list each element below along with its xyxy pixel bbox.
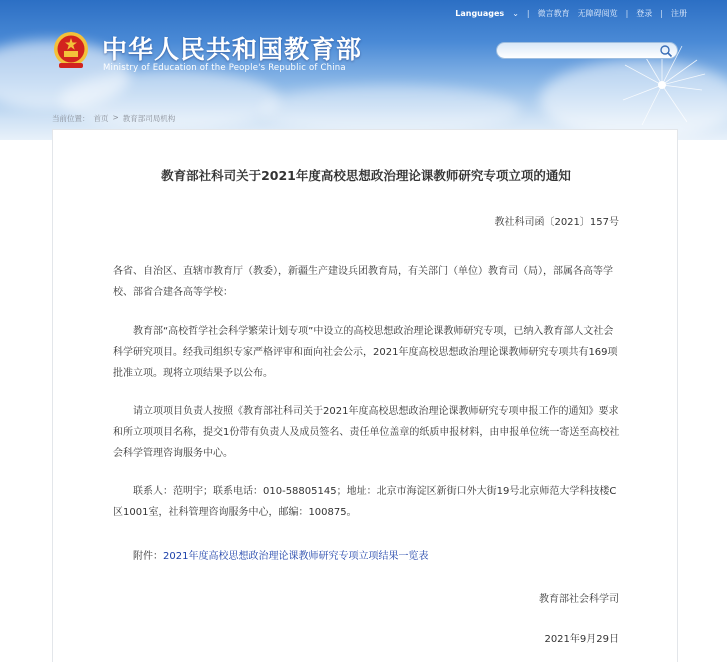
article-paragraph: 教育部“高校哲学社会科学繁荣计划专项”中设立的高校思想政治理论课教师研究专项，已纳入教育部人文社会科学研究项目。经我司组织专家严格评审和面向社会公示，2021年度高校思想政治理论课教师研究专项共有169项批准立项。现将立项结果予以公布。 <box>113 326 618 379</box>
nav-link-login[interactable]: 登录 <box>636 9 653 18</box>
divider: | <box>625 9 629 18</box>
article-title: 教育部社科司关于2021年度高校思想政治理论课教师研究专项立项的通知 <box>161 168 571 183</box>
breadcrumb-home[interactable]: 首页 <box>93 114 109 123</box>
article-paragraph: 联系人：范明宇；联系电话：010-58805145；地址：北京市海淀区新街口外大街19号北京师范大学科技楼C区1001室，社科管理咨询服务中心，邮编：100875。 <box>113 486 617 518</box>
attachment-link[interactable]: 2021年度高校思想政治理论课教师研究专项立项结果一览表 <box>163 551 429 562</box>
article-paragraph: 请立项项目负责人按照《教育部社科司关于2021年度高校思想政治理论课教师研究专项申报工作的通知》要求和所立项项目名称，提交1份带有负责人及成员签名、责任单位盖章的纸质申报材料，由申报单位统一寄送至高校社会科学管理咨询服务中心。 <box>113 406 620 459</box>
site-subtitle: Ministry of Education of the People's Republic of China <box>103 63 346 73</box>
issue-date: 2021年9月29日 <box>544 634 619 645</box>
national-emblem-icon[interactable] <box>52 30 90 70</box>
attachment-line <box>133 547 428 562</box>
breadcrumb <box>52 113 175 124</box>
divider: | <box>660 9 663 18</box>
top-navigation <box>455 8 687 19</box>
article-container <box>52 129 678 662</box>
site-title[interactable]: 中华人民共和国教育部 <box>102 35 363 64</box>
search-input[interactable] <box>496 42 678 59</box>
nav-link-accessibility[interactable]: 无障碍阅览 <box>577 9 618 18</box>
search-icon[interactable] <box>659 44 673 58</box>
attachment-label: 附件： <box>133 551 163 562</box>
breadcrumb-label: 当前位置： <box>52 114 90 123</box>
document-number: 教社科司函〔2021〕157号 <box>494 217 619 228</box>
breadcrumb-current[interactable]: 教育部司局机构 <box>122 114 176 123</box>
divider: | <box>526 9 530 18</box>
languages-menu[interactable]: Languages <box>455 9 505 18</box>
nav-link-register[interactable]: 注册 <box>671 9 687 18</box>
cloud-decoration <box>260 85 520 135</box>
chevron-down-icon: ⌄ <box>512 9 519 18</box>
breadcrumb-separator: > <box>112 113 119 122</box>
article-paragraph: 各省、自治区、直辖市教育厅（教委），新疆生产建设兵团教育局，有关部门（单位）教育司（局），部属各高等学校、部省合建各高等学校： <box>113 266 613 298</box>
nav-link-wechat[interactable]: 微言教育 <box>537 9 570 18</box>
issuer-signature: 教育部社会科学司 <box>539 594 619 605</box>
